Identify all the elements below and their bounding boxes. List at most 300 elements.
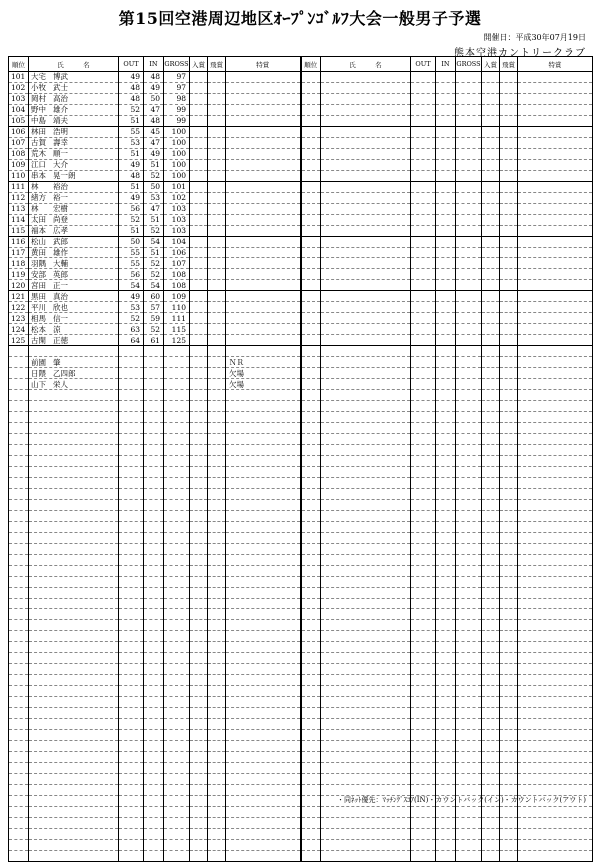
given-name: 肇 — [53, 357, 61, 367]
flight-prize-cell — [208, 104, 226, 115]
name-cell-2 — [321, 510, 411, 521]
special-prize-cell — [226, 104, 301, 115]
name-cell-2 — [321, 302, 411, 313]
header-flight-prize-2: 飛賞 — [500, 57, 518, 72]
rank-cell-2 — [301, 784, 321, 795]
rank-cell-2 — [301, 839, 321, 850]
surname: 江口 — [31, 160, 46, 170]
name-cell — [29, 697, 119, 708]
flight-prize-cell — [208, 346, 226, 357]
given-name: 正徳 — [53, 335, 68, 345]
special-prize-cell-2 — [518, 653, 593, 664]
prize-cell — [190, 565, 208, 576]
special-prize-cell — [226, 719, 301, 730]
in-cell-2 — [436, 719, 456, 730]
out-cell-2 — [411, 181, 436, 192]
rank-cell-2 — [301, 817, 321, 828]
gross-cell-2 — [456, 225, 482, 236]
name-cell-2 — [321, 181, 411, 192]
flight-prize-cell — [208, 719, 226, 730]
flight-prize-cell — [208, 313, 226, 324]
in-cell-2 — [436, 774, 456, 785]
gross-cell: 110 — [164, 302, 190, 313]
name-cell-2 — [321, 620, 411, 631]
special-prize-cell-2 — [518, 159, 593, 170]
rank-cell — [9, 587, 29, 598]
surname: 黄田 — [31, 247, 46, 257]
in-cell — [144, 631, 164, 642]
surname: 大宅 — [31, 72, 46, 82]
in-cell: 52 — [144, 258, 164, 269]
gross-cell: 106 — [164, 247, 190, 258]
table-row — [9, 181, 593, 192]
special-prize-cell — [226, 521, 301, 532]
in-cell-2 — [436, 708, 456, 719]
special-prize-cell — [226, 203, 301, 214]
rank-cell-2 — [301, 247, 321, 258]
gross-cell — [164, 499, 190, 510]
prize-cell — [190, 115, 208, 126]
special-prize-cell — [226, 148, 301, 159]
prize-cell — [190, 587, 208, 598]
flight-prize-cell — [208, 115, 226, 126]
flight-prize-cell-2 — [500, 126, 518, 137]
gross-cell — [164, 752, 190, 763]
rank-cell — [9, 576, 29, 587]
name-cell — [29, 521, 119, 532]
flight-prize-cell — [208, 839, 226, 850]
special-prize-cell-2 — [518, 258, 593, 269]
gross-cell-2 — [456, 576, 482, 587]
surname: 古閑 — [31, 335, 46, 345]
in-cell: 53 — [144, 192, 164, 203]
table-row — [9, 192, 593, 203]
in-cell-2 — [436, 93, 456, 104]
out-cell-2 — [411, 148, 436, 159]
name-cell — [29, 763, 119, 774]
special-prize-cell — [226, 137, 301, 148]
out-cell: 55 — [119, 247, 144, 258]
table-row — [9, 258, 593, 269]
in-cell-2 — [436, 806, 456, 817]
in-cell — [144, 423, 164, 434]
name-cell — [29, 346, 119, 357]
special-prize-cell — [226, 477, 301, 488]
given-name: 順一 — [53, 149, 68, 159]
name-cell — [29, 280, 119, 291]
flight-prize-cell — [208, 565, 226, 576]
header-gross: GROSS — [164, 57, 190, 72]
prize-cell — [190, 609, 208, 620]
table-row — [9, 631, 593, 642]
in-cell — [144, 357, 164, 368]
prize-cell — [190, 795, 208, 806]
rank-cell-2 — [301, 477, 321, 488]
in-cell: 51 — [144, 247, 164, 258]
name-cell-2 — [321, 598, 411, 609]
gross-cell-2 — [456, 192, 482, 203]
gross-cell-2 — [456, 324, 482, 335]
rank-cell: 121 — [9, 291, 29, 302]
name-cell-2 — [321, 192, 411, 203]
prize-cell-2 — [482, 258, 500, 269]
in-cell — [144, 719, 164, 730]
gross-cell — [164, 664, 190, 675]
prize-cell — [190, 247, 208, 258]
in-cell — [144, 598, 164, 609]
gross-cell-2 — [456, 631, 482, 642]
flight-prize-cell-2 — [500, 258, 518, 269]
gross-cell: 100 — [164, 159, 190, 170]
prize-cell — [190, 444, 208, 455]
special-prize-cell-2 — [518, 280, 593, 291]
out-cell-2 — [411, 82, 436, 93]
in-cell: 57 — [144, 302, 164, 313]
in-cell-2 — [436, 488, 456, 499]
gross-cell: 111 — [164, 313, 190, 324]
flight-prize-cell-2 — [500, 170, 518, 181]
table-row — [9, 335, 593, 346]
prize-cell — [190, 806, 208, 817]
flight-prize-cell-2 — [500, 554, 518, 565]
flight-prize-cell — [208, 532, 226, 543]
in-cell-2 — [436, 444, 456, 455]
given-name: 欣也 — [53, 302, 68, 312]
in-cell-2 — [436, 346, 456, 357]
name-cell-2 — [321, 752, 411, 763]
prize-cell — [190, 346, 208, 357]
gross-cell — [164, 774, 190, 785]
rank-cell-2 — [301, 170, 321, 181]
out-cell: 49 — [119, 159, 144, 170]
gross-cell-2 — [456, 697, 482, 708]
table-row — [9, 554, 593, 565]
special-prize-cell — [226, 774, 301, 785]
in-cell — [144, 521, 164, 532]
special-prize-cell-2 — [518, 313, 593, 324]
table-row — [9, 609, 593, 620]
table-row — [9, 170, 593, 181]
out-cell: 48 — [119, 170, 144, 181]
rank-cell-2 — [301, 115, 321, 126]
name-cell-2 — [321, 708, 411, 719]
table-row — [9, 828, 593, 839]
name-cell-2 — [321, 433, 411, 444]
flight-prize-cell-2 — [500, 324, 518, 335]
flight-prize-cell-2 — [500, 642, 518, 653]
out-cell-2 — [411, 346, 436, 357]
special-prize-cell-2 — [518, 401, 593, 412]
name-cell — [29, 390, 119, 401]
name-cell — [29, 181, 119, 192]
special-prize-cell — [226, 324, 301, 335]
prize-cell-2 — [482, 741, 500, 752]
special-prize-cell-2 — [518, 620, 593, 631]
rank-cell-2 — [301, 730, 321, 741]
gross-cell: 99 — [164, 115, 190, 126]
flight-prize-cell — [208, 433, 226, 444]
rank-cell-2 — [301, 302, 321, 313]
flight-prize-cell-2 — [500, 675, 518, 686]
surname: 松本 — [31, 324, 46, 334]
special-prize-cell-2 — [518, 839, 593, 850]
flight-prize-cell-2 — [500, 708, 518, 719]
gross-cell-2 — [456, 510, 482, 521]
name-cell — [29, 335, 119, 346]
rank-cell-2 — [301, 291, 321, 302]
special-prize-cell-2 — [518, 412, 593, 423]
special-prize-cell — [226, 455, 301, 466]
prize-cell — [190, 466, 208, 477]
name-cell — [29, 423, 119, 434]
out-cell — [119, 357, 144, 368]
flight-prize-cell — [208, 609, 226, 620]
out-cell-2 — [411, 269, 436, 280]
name-cell-2 — [321, 576, 411, 587]
name-cell — [29, 104, 119, 115]
name-cell — [29, 433, 119, 444]
prize-cell — [190, 82, 208, 93]
flight-prize-cell-2 — [500, 477, 518, 488]
rank-cell — [9, 357, 29, 368]
prize-cell-2 — [482, 839, 500, 850]
flight-prize-cell-2 — [500, 214, 518, 225]
flight-prize-cell — [208, 192, 226, 203]
table-row — [9, 368, 593, 379]
gross-cell — [164, 455, 190, 466]
out-cell-2 — [411, 686, 436, 697]
special-prize-cell — [226, 543, 301, 554]
prize-cell-2 — [482, 565, 500, 576]
prize-cell-2 — [482, 72, 500, 83]
rank-cell — [9, 675, 29, 686]
prize-cell — [190, 401, 208, 412]
in-cell — [144, 565, 164, 576]
flight-prize-cell — [208, 763, 226, 774]
special-prize-cell — [226, 390, 301, 401]
flight-prize-cell-2 — [500, 225, 518, 236]
rank-cell — [9, 346, 29, 357]
in-cell — [144, 499, 164, 510]
prize-cell-2 — [482, 390, 500, 401]
in-cell-2 — [436, 653, 456, 664]
table-row — [9, 203, 593, 214]
gross-cell-2 — [456, 82, 482, 93]
table-row — [9, 817, 593, 828]
in-cell — [144, 543, 164, 554]
prize-cell-2 — [482, 126, 500, 137]
gross-cell: 115 — [164, 324, 190, 335]
in-cell — [144, 554, 164, 565]
rank-cell — [9, 741, 29, 752]
gross-cell — [164, 510, 190, 521]
prize-cell — [190, 148, 208, 159]
name-cell — [29, 466, 119, 477]
out-cell-2 — [411, 390, 436, 401]
prize-cell — [190, 719, 208, 730]
surname: 岡村 — [31, 94, 46, 104]
rank-cell — [9, 488, 29, 499]
rank-cell: 118 — [9, 258, 29, 269]
in-cell-2 — [436, 258, 456, 269]
out-cell-2 — [411, 554, 436, 565]
prize-cell-2 — [482, 675, 500, 686]
name-cell — [29, 357, 119, 368]
prize-cell-2 — [482, 587, 500, 598]
out-cell-2 — [411, 675, 436, 686]
flight-prize-cell-2 — [500, 368, 518, 379]
prize-cell — [190, 784, 208, 795]
name-cell — [29, 214, 119, 225]
rank-cell — [9, 368, 29, 379]
prize-cell-2 — [482, 730, 500, 741]
special-prize-cell — [226, 565, 301, 576]
out-cell — [119, 719, 144, 730]
header-name-2: 氏 名 — [321, 57, 411, 72]
out-cell-2 — [411, 313, 436, 324]
rank-cell-2 — [301, 499, 321, 510]
special-prize-cell — [226, 346, 301, 357]
special-prize-cell — [226, 839, 301, 850]
prize-cell-2 — [482, 455, 500, 466]
rank-cell-2 — [301, 675, 321, 686]
gross-cell: 102 — [164, 192, 190, 203]
out-cell: 51 — [119, 181, 144, 192]
flight-prize-cell-2 — [500, 587, 518, 598]
prize-cell-2 — [482, 192, 500, 203]
out-cell-2 — [411, 708, 436, 719]
flight-prize-cell-2 — [500, 784, 518, 795]
in-cell-2 — [436, 510, 456, 521]
prize-cell-2 — [482, 159, 500, 170]
flight-prize-cell — [208, 543, 226, 554]
out-cell-2 — [411, 379, 436, 390]
name-cell — [29, 850, 119, 861]
flight-prize-cell-2 — [500, 828, 518, 839]
in-cell-2 — [436, 104, 456, 115]
flight-prize-cell — [208, 576, 226, 587]
flight-prize-cell — [208, 401, 226, 412]
rank-cell — [9, 412, 29, 423]
out-cell — [119, 741, 144, 752]
name-cell — [29, 82, 119, 93]
gross-cell-2 — [456, 313, 482, 324]
out-cell: 52 — [119, 104, 144, 115]
prize-cell-2 — [482, 214, 500, 225]
rank-cell-2 — [301, 763, 321, 774]
table-row — [9, 455, 593, 466]
rank-cell-2 — [301, 806, 321, 817]
table-row — [9, 93, 593, 104]
gross-cell — [164, 642, 190, 653]
out-cell — [119, 368, 144, 379]
flight-prize-cell — [208, 82, 226, 93]
in-cell — [144, 850, 164, 861]
gross-cell: 101 — [164, 181, 190, 192]
special-prize-cell-2 — [518, 379, 593, 390]
out-cell — [119, 379, 144, 390]
prize-cell-2 — [482, 444, 500, 455]
in-cell-2 — [436, 620, 456, 631]
name-cell-2 — [321, 466, 411, 477]
table-row — [9, 675, 593, 686]
gross-cell-2 — [456, 170, 482, 181]
flight-prize-cell-2 — [500, 839, 518, 850]
in-cell-2 — [436, 115, 456, 126]
in-cell — [144, 576, 164, 587]
flight-prize-cell-2 — [500, 576, 518, 587]
prize-cell — [190, 181, 208, 192]
name-cell — [29, 313, 119, 324]
name-cell-2 — [321, 455, 411, 466]
prize-cell — [190, 291, 208, 302]
flight-prize-cell-2 — [500, 137, 518, 148]
special-prize-cell-2 — [518, 719, 593, 730]
special-prize-cell-2 — [518, 148, 593, 159]
rank-cell — [9, 554, 29, 565]
out-cell-2 — [411, 126, 436, 137]
prize-cell-2 — [482, 598, 500, 609]
table-row — [9, 510, 593, 521]
out-cell — [119, 620, 144, 631]
prize-cell — [190, 752, 208, 763]
gross-cell-2 — [456, 686, 482, 697]
gross-cell — [164, 850, 190, 861]
gross-cell — [164, 346, 190, 357]
name-cell-2 — [321, 565, 411, 576]
prize-cell — [190, 675, 208, 686]
surname: 串本 — [31, 171, 46, 181]
surname: 林田 — [31, 127, 46, 137]
given-name: 信一 — [53, 313, 68, 323]
rank-cell-2 — [301, 192, 321, 203]
given-name: 雄介 — [53, 105, 68, 115]
prize-cell — [190, 697, 208, 708]
flight-prize-cell — [208, 335, 226, 346]
special-prize-cell — [226, 247, 301, 258]
table-row — [9, 302, 593, 313]
flight-prize-cell-2 — [500, 741, 518, 752]
flight-prize-cell-2 — [500, 181, 518, 192]
out-cell-2 — [411, 642, 436, 653]
flight-prize-cell-2 — [500, 313, 518, 324]
flight-prize-cell — [208, 258, 226, 269]
name-cell — [29, 675, 119, 686]
given-name: 広孝 — [53, 226, 68, 236]
name-cell-2 — [321, 653, 411, 664]
prize-cell-2 — [482, 170, 500, 181]
out-cell-2 — [411, 401, 436, 412]
prize-cell-2 — [482, 784, 500, 795]
name-cell-2 — [321, 291, 411, 302]
special-prize-cell-2 — [518, 82, 593, 93]
out-cell: 63 — [119, 324, 144, 335]
prize-cell-2 — [482, 543, 500, 554]
flight-prize-cell-2 — [500, 730, 518, 741]
gross-cell-2 — [456, 455, 482, 466]
table-row — [9, 313, 593, 324]
gross-cell — [164, 587, 190, 598]
flight-prize-cell — [208, 72, 226, 83]
rank-cell — [9, 532, 29, 543]
flight-prize-cell-2 — [500, 433, 518, 444]
table-row — [9, 521, 593, 532]
flight-prize-cell — [208, 850, 226, 861]
prize-cell-2 — [482, 93, 500, 104]
table-row — [9, 477, 593, 488]
flight-prize-cell — [208, 236, 226, 247]
header-prize: 入賞 — [190, 57, 208, 72]
